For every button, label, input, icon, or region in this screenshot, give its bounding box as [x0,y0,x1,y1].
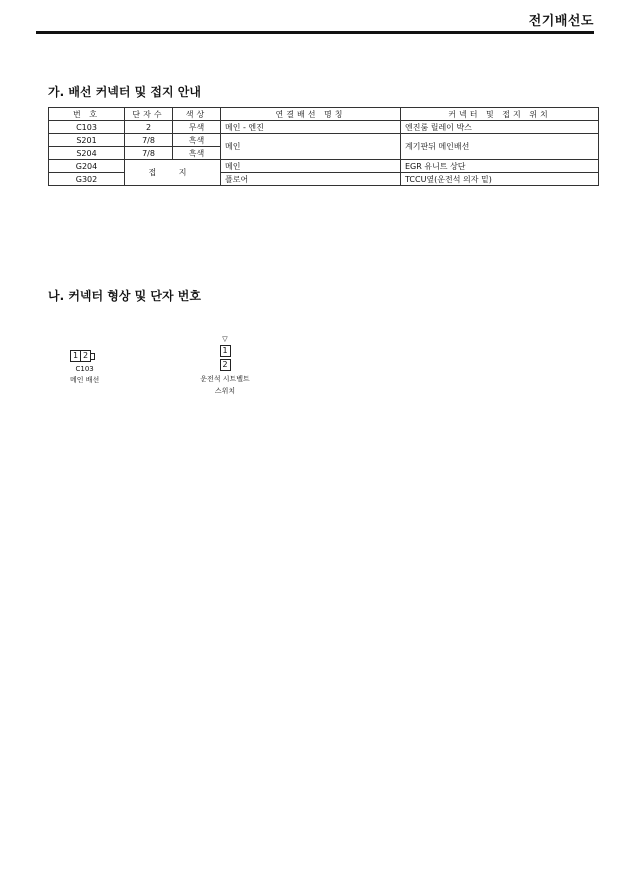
table-header-row [49,108,599,121]
cell-location: 엔진룸 릴레이 박스 [401,121,599,134]
header-color: 색상 [173,108,221,121]
cell-harness: 플로어 [221,173,401,186]
header-location: 커넥터 및 접지 위치 [401,108,599,121]
table-row [49,121,599,134]
cell-number: G204 [49,160,125,173]
pin-1: 1 [70,350,81,362]
connector-pin-stack [198,336,252,371]
cell-pins: 7/8 [125,147,173,160]
cell-pins: 2 [125,121,173,134]
cell-number: G302 [49,173,125,186]
cell-harness: 메인 - 엔진 [221,121,401,134]
pin-2: 2 [220,359,231,371]
header-number: 번 호 [49,108,125,121]
connector-pin-row [70,350,99,362]
header-rule [36,31,594,34]
connector-name-label: 메인 배선 [70,376,100,384]
cell-color: 흑색 [173,147,221,160]
header-harness: 연결배선 명칭 [221,108,401,121]
cell-number: C103 [49,121,125,134]
connector-latch-icon [91,353,95,360]
cell-number: S201 [49,134,125,147]
pin-1: 1 [220,345,231,357]
page-header-title: 전기배선도 [528,14,594,29]
table-row [49,160,599,173]
cell-color: 무색 [173,121,221,134]
section-title-connector-shapes: 나. 커넥터 형상 및 단자 번호 [48,289,201,303]
cell-location: 계기판뒤 메인배선 [401,134,599,160]
connector-name-label-line2: 스위치 [214,387,236,395]
cell-number: S204 [49,147,125,160]
triangle-key-icon: ▽ [222,335,228,343]
pin-2: 2 [81,350,91,362]
header-pins: 단자수 [125,108,173,121]
connector-code-label: C103 [75,365,94,373]
connector-name-label-line1: 운전석 시트벨트 [200,375,250,383]
connector-seatbelt-switch-diagram [198,336,252,397]
cell-color: 흑색 [173,134,221,147]
cell-ground: 접 지 [125,160,221,186]
connector-c103-diagram [70,350,99,386]
section-title-connector-guide: 가. 배선 커넥터 및 접지 안내 [48,85,201,99]
cell-location: EGR 유니트 상단 [401,160,599,173]
cell-pins: 7/8 [125,134,173,147]
cell-harness: 메인 [221,160,401,173]
connector-guide-table [48,107,599,186]
cell-location: TCCU옆(운전석 의자 밑) [401,173,599,186]
table-row [49,134,599,147]
cell-harness: 메인 [221,134,401,160]
